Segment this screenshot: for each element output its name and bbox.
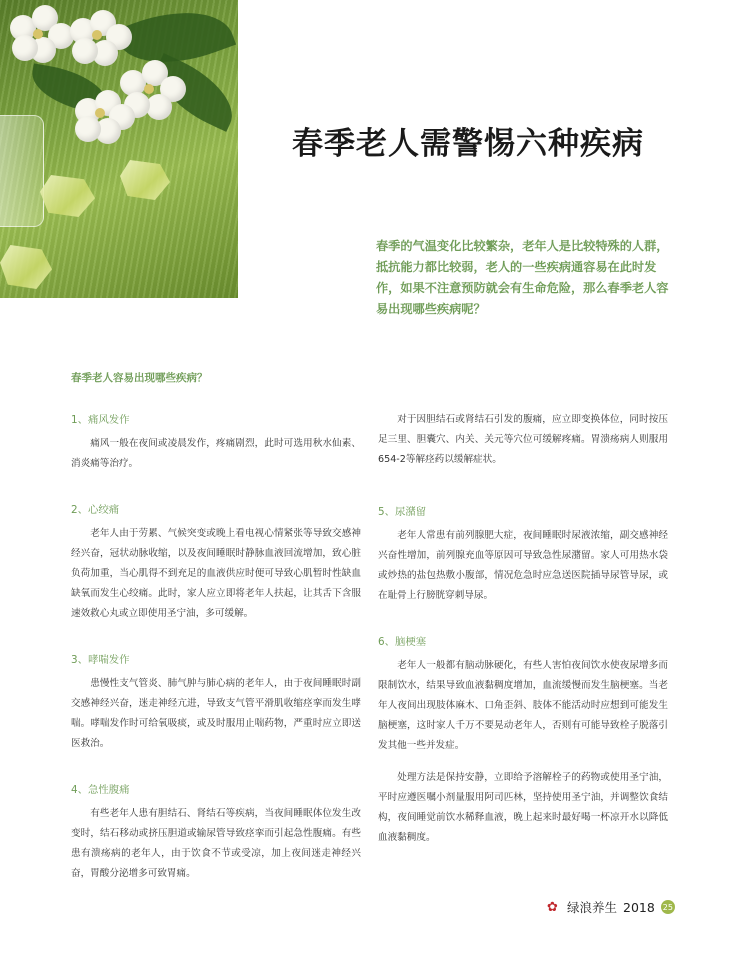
item-heading: 5、尿潴留: [378, 506, 427, 518]
left-column: [71, 410, 361, 896]
issue-year: 2018: [623, 899, 655, 915]
item-paragraph: 老年人由于劳累、气候突变或晚上看电视心情紧张等导致交感神经兴奋，冠状动脉收缩，以及夜间睡眠时静脉血液回流增加，致心脏负荷加重，当心肌得不到充足的血液供应时便可导致心肌暂时性缺血缺氧而发生心绞痛。此时，家人应立即将老年人扶起，让其舌下含服速效救心丸或立即使用圣宁油，多可缓解。: [71, 528, 361, 619]
item-heading: 4、急性腹痛: [71, 784, 130, 796]
section-heading: 春季老人容易出现哪些疾病？: [71, 372, 208, 384]
item-heading: 1、痛风发作: [71, 414, 130, 426]
article-intro: 春季的气温变化比较繁杂，老年人是比较特殊的人群，抵抗能力都比较弱，老人的一些疾病通容易在此时发作，如果不注意预防就会有生命危险，那么春季老人容易出现哪些疾病呢？: [376, 239, 669, 316]
item-paragraph: 痛风一般在夜间或凌晨发作，疼痛剧烈，此时可选用秋水仙素、消炎痛等治疗。: [71, 438, 361, 469]
item-paragraph: 对于因胆结石或肾结石引发的腹痛，应立即变换体位，同时按压足三里、胆囊穴、内关、关元等穴位可缓解疼痛。胃溃疡病人则服用654-2等解痉药以缓解症状。: [378, 414, 668, 465]
item-paragraph: 处理方法是保持安静，立即给予溶解栓子的药物或使用圣宁油，平时应遵医嘱小剂量服用阿司匹林，坚持使用圣宁油，并调整饮食结构，夜间睡觉前饮水稀释血液，晚上起来时最好喝一杯凉开水以降低血液黏稠度。: [378, 772, 668, 843]
crystal-shape: [120, 160, 170, 200]
right-column: [378, 410, 668, 860]
page-number: 25: [661, 900, 675, 914]
magazine-name: 绿浪养生: [567, 900, 618, 915]
item-heading: 3、哮喘发作: [71, 654, 130, 666]
flower-photo: [0, 0, 238, 298]
article-title: 春季老人需警惕六种疾病: [292, 126, 644, 162]
glass-cup-shape: [0, 115, 44, 227]
crystal-shape: [40, 175, 95, 217]
item-heading: 2、心绞痛: [71, 504, 120, 516]
item-paragraph: 有些老年人患有胆结石、肾结石等疾病，当夜间睡眠体位发生改变时，结石移动或挤压胆道或输尿管导致痉挛而引起急性腹痛。有些患有溃疡病的老年人，由于饮食不节或受凉，加上夜间迷走神经兴奋，胃酸分泌增多可致胃痛。: [71, 808, 361, 879]
item-heading: 6、脑梗塞: [378, 636, 427, 648]
item-paragraph: 老年人常患有前列腺肥大症，夜间睡眠时尿液浓缩，副交感神经兴奋性增加，前列腺充血等原因可导致急性尿潴留。家人可用热水袋或炒热的盐包热敷小腹部，情况危急时应急送医院插导尿管导尿，或在耻骨上行膀胱穿刺导尿。: [378, 530, 668, 601]
item-paragraph: 患慢性支气管炎、肺气肿与肺心病的老年人，由于夜间睡眠时副交感神经兴奋，迷走神经亢进，导致支气管平滑肌收缩痉挛而发生哮喘。哮喘发作时可给氧吸痰，或及时服用止喘药物，严重时应立即送医救治。: [71, 678, 361, 749]
page-footer: [545, 898, 675, 916]
crystal-shape: [0, 245, 52, 289]
magazine-logo-icon: ✿: [547, 900, 558, 915]
item-paragraph: 老年人一般都有脑动脉硬化，有些人害怕夜间饮水使夜尿增多而限制饮水，结果导致血液黏稠度增加，血流缓慢而发生脑梗塞。当老年人夜间出现肢体麻木、口角歪斜、肢体不能活动时应想到可能发生脑梗塞，这时家人千万不要晃动老年人，否则有可能导致栓子脱落引发其他一些并发症。: [378, 660, 668, 751]
